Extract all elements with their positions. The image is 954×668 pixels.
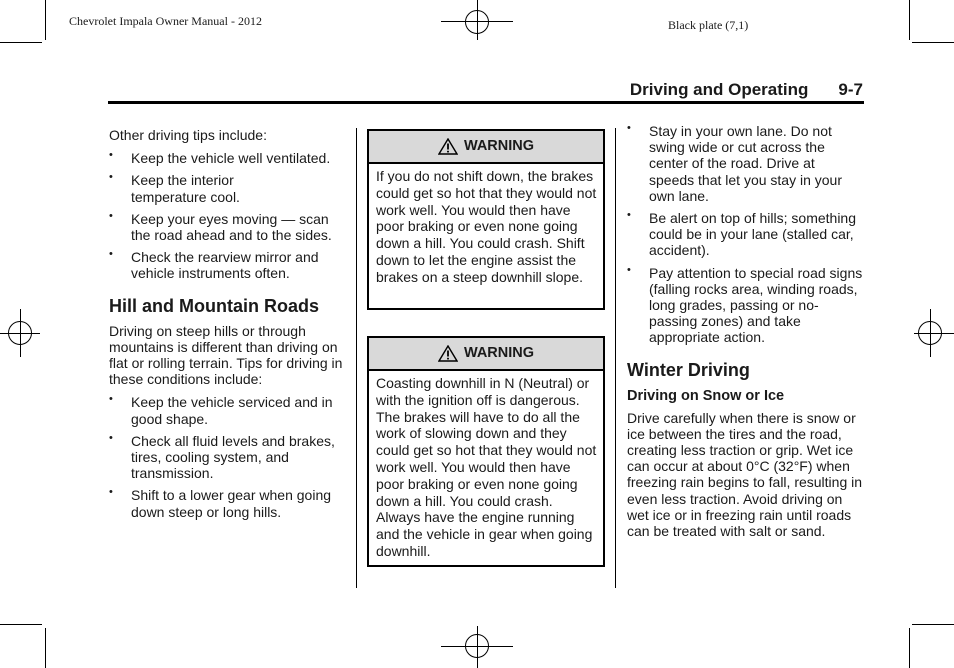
section-title: Driving and Operating (629, 80, 809, 99)
warning-box (367, 129, 605, 310)
tips-list (109, 150, 349, 281)
bullet-icon: • (627, 209, 631, 222)
bullet-icon: • (109, 248, 113, 261)
list-item: • Be alert on top of hills; something could be in your lane (stalled car, accident). (627, 209, 857, 259)
subheading-snow-ice: Driving on Snow or Ice (627, 387, 785, 404)
list-item: • Keep the interior temperature cool. (109, 171, 240, 205)
section-heading-hill: Hill and Mountain Roads (109, 295, 319, 316)
page-number: 9-7 (838, 80, 863, 99)
warning-header (369, 338, 603, 371)
bullet-icon: • (109, 393, 113, 406)
column-divider (615, 128, 616, 588)
bullet-icon: • (109, 149, 113, 162)
section-heading-winter: Winter Driving (627, 359, 750, 380)
hill-tips-list (109, 394, 349, 519)
running-head-left: Chevrolet Impala Owner Manual - 2012 (69, 14, 262, 28)
tips-intro: Other driving tips include: (109, 127, 267, 143)
bullet-icon: • (109, 209, 113, 222)
warning-header (369, 131, 603, 164)
list-item: • Shift to a lower gear when going down steep or long hills. (109, 486, 332, 520)
right-column (627, 123, 863, 539)
list-item: • Stay in your own lane. Do not swing wide or cut across the center of the road. Drive at speeds that let you stay in your own lane. (627, 122, 842, 204)
warning-box (367, 336, 605, 567)
list-item: • Keep your eyes moving — scan the road ahead and to the sides. (109, 209, 332, 244)
column-divider (356, 128, 357, 588)
left-column (109, 127, 349, 526)
list-item: • Check the rearview mirror and vehicle instruments often. (109, 248, 319, 282)
warning-triangle-icon (438, 345, 458, 362)
bullet-icon: • (627, 263, 631, 276)
bullet-icon: • (627, 122, 631, 134)
bullet-icon: • (109, 486, 113, 499)
warning-text: If you do not shift down, the brakes could get so hot that they would not work well. You would then have poor braking or even none going down a hill. You could crash. Shift down to let the engine assist the brakes on a steep downhill slope. (376, 168, 597, 285)
warning-label: WARNING (463, 345, 535, 362)
warning-text: Coasting downhill in N (Neutral) or with the ignition off is dangerous. The brakes will have to do all the work of slowing down and they could get so hot that they would not work well. You would then have poor braking or even none going down a hill. You could crash. Always have the engine running and the vehicle in gear when going downhill. (376, 375, 597, 559)
bullet-icon: • (109, 171, 113, 184)
list-item: • Check all fluid levels and brakes, tires, cooling system, and transmission. (109, 431, 335, 482)
list-item: • Pay attention to special road signs (falling rocks area, winding roads, long grades, passing or no-passing zones) and take appropriate action. (627, 263, 863, 346)
list-item: • Keep the vehicle serviced and in good shape. (109, 393, 333, 427)
snow-text: Drive carefully when there is snow or ice between the tires and the road, creating less traction or grip. Wet ice can occur at about 0°C (32°F) when freezing rain begins to fall, resulting in even less traction. Avoid driving on wet ice or in freezing rain until roads can be treated with salt or sand. (627, 409, 863, 540)
warning-label: WARNING (463, 138, 535, 155)
bullet-icon: • (109, 431, 113, 444)
hill-intro: Driving on steep hills or through mountains is different than driving on flat or rolling terrain. Tips for driving in these conditions include: (109, 322, 343, 388)
list-item: • Keep the vehicle well ventilated. (109, 149, 331, 167)
running-head-right: Black plate (7,1) (668, 18, 749, 32)
right-tips-list (627, 123, 863, 346)
section-header (630, 80, 863, 100)
warning-triangle-icon (438, 138, 458, 155)
header-rule (108, 101, 864, 104)
